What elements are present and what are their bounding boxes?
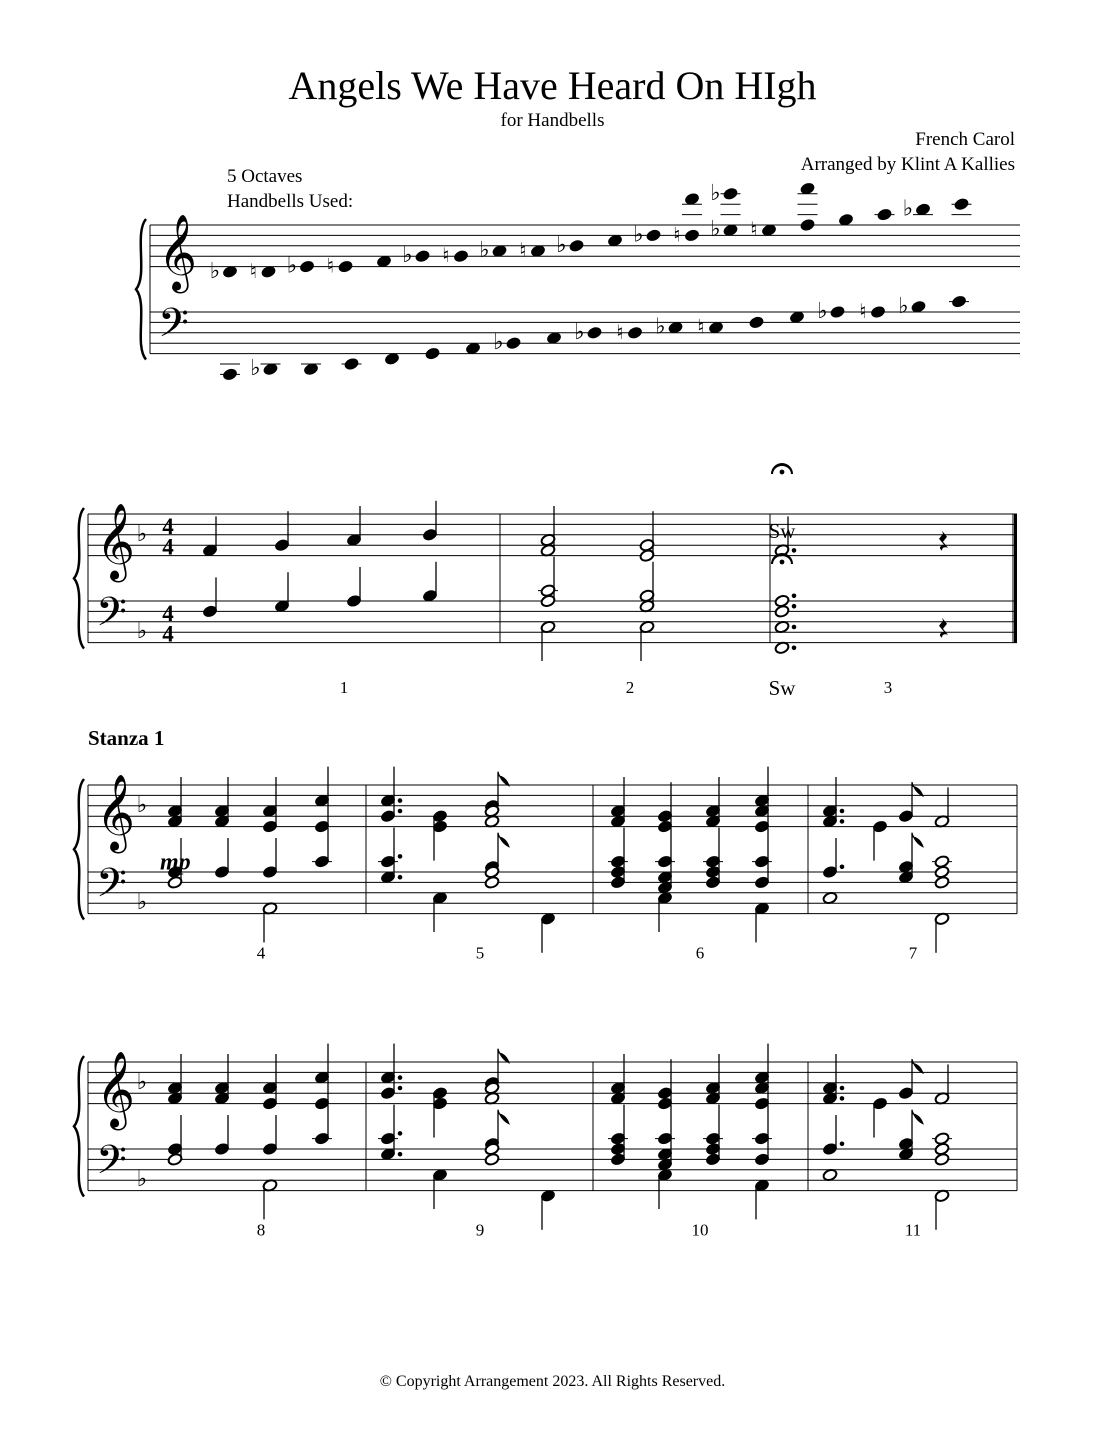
flat-sign: ♭ — [655, 314, 666, 340]
time-signature-bottom: 4 — [162, 621, 174, 647]
note-head — [569, 239, 585, 253]
natural-sign: ♮ — [326, 253, 335, 278]
measure-number: 7 — [908, 943, 918, 963]
eighth-flag — [498, 833, 509, 847]
flat-sign: ♭ — [286, 253, 298, 279]
eighth-flag — [498, 772, 509, 786]
treble-clef-icon: 𝄞 — [158, 213, 198, 291]
natural-sign: ♮ — [616, 319, 624, 344]
eighth-flag — [498, 1049, 509, 1063]
eighth-flag — [912, 833, 923, 847]
key-signature-flat: ♭ — [136, 1069, 148, 1095]
note-head — [425, 347, 441, 361]
note-head — [222, 368, 238, 382]
octave-range-label: 5 Octaves — [227, 166, 303, 187]
note-head — [954, 197, 970, 211]
measure-number: 3 — [883, 678, 893, 697]
note-head — [934, 1132, 950, 1146]
measure-number: 5 — [475, 943, 485, 963]
note-head — [830, 305, 846, 319]
grand-staff-brace — [74, 508, 84, 649]
arranger-credit: Arranged by Klint A Kallies — [800, 154, 1015, 175]
note-head — [167, 876, 183, 890]
note-head — [167, 1153, 183, 1167]
fermata-dot — [780, 470, 785, 475]
natural-sign: ♮ — [442, 243, 450, 268]
flat-sign: ♭ — [209, 258, 221, 284]
grand-staff-brace — [74, 1056, 84, 1197]
flat-sign: ♭ — [479, 238, 490, 263]
note-head — [877, 208, 893, 222]
key-signature-flat: ♭ — [136, 619, 148, 645]
grand-staff-brace — [74, 779, 84, 920]
augmentation-dot — [840, 1096, 845, 1101]
note-head — [506, 336, 522, 350]
eighth-flag — [498, 1110, 509, 1124]
natural-sign: ♮ — [697, 314, 705, 339]
note-head — [800, 218, 816, 232]
copyright-notice: © Copyright Arrangement 2023. All Rights Reserved. — [379, 1373, 726, 1390]
time-signature-top: 4 — [162, 600, 174, 626]
augmentation-dot — [398, 1086, 403, 1091]
note-head — [627, 326, 643, 340]
eighth-flag — [912, 1059, 923, 1073]
augmentation-dot — [840, 865, 845, 870]
note-head — [934, 855, 950, 869]
note-head — [951, 295, 967, 309]
time-signature-top: 4 — [162, 513, 174, 539]
augmentation-dot — [792, 548, 797, 553]
note-head — [344, 357, 360, 371]
augmentation-dot — [398, 1075, 403, 1080]
augmentation-dot — [840, 819, 845, 824]
natural-sign: ♮ — [249, 258, 258, 283]
note-head — [646, 229, 662, 243]
measure-number: 11 — [904, 1220, 922, 1240]
flat-sign: ♭ — [898, 293, 909, 319]
flat-sign: ♭ — [402, 243, 413, 269]
natural-sign: ♮ — [750, 217, 758, 242]
stanza-label: Stanza 1 — [88, 726, 165, 750]
note-head — [299, 260, 315, 274]
measure-number: 9 — [475, 1220, 485, 1240]
natural-sign: ♮ — [673, 222, 681, 247]
flat-sign: ♭ — [902, 196, 914, 222]
measure-number: 4 — [256, 943, 266, 963]
augmentation-dot — [398, 1152, 403, 1157]
augmentation-dot — [792, 646, 797, 651]
measure-number: 10 — [691, 1220, 709, 1240]
augmentation-dot — [840, 1086, 845, 1091]
natural-sign: ♮ — [859, 299, 867, 323]
bass-clef-icon: 𝄢 — [96, 860, 127, 917]
time-signature-bottom: 4 — [162, 534, 174, 560]
flat-sign: ♭ — [493, 330, 504, 356]
subtitle: for Handbells — [500, 110, 605, 131]
quarter-rest-icon — [939, 618, 948, 638]
bass-clef-icon: 𝄢 — [96, 589, 127, 646]
note-head — [870, 305, 886, 319]
treble-clef-icon: 𝄞 — [96, 773, 136, 851]
note-head — [723, 187, 739, 201]
flat-sign: ♭ — [710, 180, 721, 206]
key-signature-flat: ♭ — [136, 521, 148, 547]
final-bar-line — [1014, 514, 1017, 643]
measure-number: 1 — [339, 678, 349, 697]
handbells-used-label: Handbells Used: — [227, 191, 354, 212]
flat-sign: ♭ — [250, 356, 261, 382]
note-head — [684, 229, 700, 243]
note-head — [338, 260, 354, 274]
composer-credit: French Carol — [915, 129, 1015, 150]
measure-number: 2 — [625, 678, 635, 697]
flat-sign: ♭ — [633, 222, 644, 248]
sw-technique-mark-treble: Sw — [768, 519, 796, 543]
note-head — [774, 594, 790, 608]
key-signature-flat: ♭ — [136, 792, 148, 818]
flat-sign: ♭ — [710, 217, 721, 243]
measure-number: 8 — [256, 1220, 266, 1240]
note-head — [587, 326, 603, 340]
augmentation-dot — [398, 854, 403, 859]
augmentation-dot — [792, 625, 797, 630]
dynamic-mp: mp — [160, 849, 191, 876]
eighth-flag — [912, 782, 923, 796]
grand-staff-brace — [136, 219, 146, 360]
flat-sign: ♭ — [556, 232, 567, 258]
quarter-rest-icon — [939, 531, 948, 551]
natural-sign: ♮ — [519, 238, 527, 262]
sw-technique-mark-bass: Sw — [768, 676, 796, 700]
bass-clef-icon: 𝄢 — [96, 1137, 127, 1194]
note-head — [453, 249, 469, 263]
augmentation-dot — [840, 1142, 845, 1147]
augmentation-dot — [398, 1131, 403, 1136]
key-signature-flat: ♭ — [136, 1167, 148, 1193]
note-head — [415, 249, 431, 263]
treble-clef-icon: 𝄞 — [96, 1050, 136, 1128]
augmentation-dot — [398, 875, 403, 880]
augmentation-dot — [792, 604, 797, 609]
augmentation-dot — [398, 809, 403, 814]
eighth-flag — [912, 1110, 923, 1124]
treble-clef-icon: 𝄞 — [96, 502, 136, 580]
key-signature-flat: ♭ — [136, 890, 148, 916]
bass-clef-icon: 𝄢 — [158, 300, 189, 357]
flat-sign: ♭ — [574, 319, 585, 345]
fermata-dot — [780, 560, 785, 565]
augmentation-dot — [840, 809, 845, 814]
measure-number: 6 — [695, 943, 705, 963]
note-head — [749, 316, 765, 330]
page-title: Angels We Have Heard On HIgh — [288, 63, 817, 108]
augmentation-dot — [792, 594, 797, 599]
flat-sign: ♭ — [817, 299, 828, 324]
augmentation-dot — [398, 798, 403, 803]
